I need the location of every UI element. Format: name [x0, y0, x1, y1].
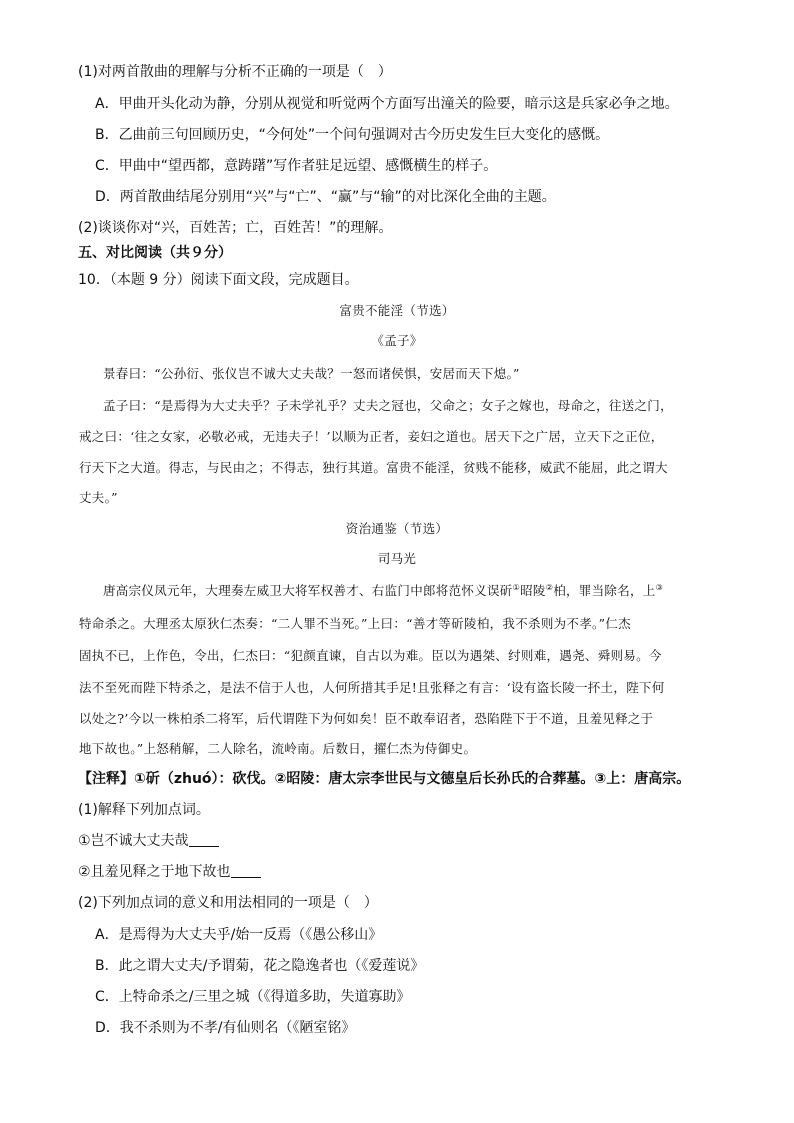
passage1-line: 孟子曰：“是焉得为大丈夫乎？子未学礼乎？丈夫之冠也，父命之；女子之嫁也，母命之，往送之门，: [103, 398, 673, 413]
q10-sub2: (2)下列加点词的意义和用法相同的一项是（ ）: [78, 895, 378, 911]
passage1-line: 行天下之大道。得志，与民由之；不得志，独行其道。富贵不能淫，贫贱不能移，威武不能屈，此之谓大: [79, 460, 668, 475]
q9-option-c: C．甲曲中“望西都，意踌躇”写作者驻足远望、感慨横生的样子。: [95, 158, 498, 174]
q10-option-c: C．上特命杀之/三里之城（《得道多助，失道寡助》: [95, 989, 411, 1005]
passage2-line: 法不至死而陛下特杀之，是法不信于人也，人何所措其手足!且张释之有言：‘设有盗长陵一抔土，陛下何: [79, 680, 665, 695]
q9-sub2: (2)谈谈你对“兴，百姓苦；亡，百姓苦！”的理解。: [78, 220, 393, 236]
passage1-line: 丈夫。”: [79, 490, 118, 505]
q9-option-a: A．甲曲开头化动为静，分别从视觉和听觉两个方面写出潼关的险要，暗示这是兵家必争之地。: [95, 96, 679, 112]
passage2-line: 地下故也。”上怒稍解，二人除名，流岭南。后数日，擢仁杰为侍御史。: [79, 741, 477, 756]
passage2-line: 以处之?’今以一株柏杀二将军，后代谓陛下为何如矣！臣不敢奉诏者，恐陷陛下于不道，且羞见释之于: [79, 711, 654, 726]
q9-option-d: D．两首散曲结尾分别用“兴”与“亡”、“赢”与“输”的对比深化全曲的主题。: [95, 189, 556, 205]
footnote-mark: ②: [545, 582, 554, 592]
passage2-author: 司马光: [377, 551, 417, 566]
passage2-line-text: 唐高宗仪凤元年，大理奏左威卫大将军权善才、右监门中郎将范怀义误斫: [103, 583, 513, 598]
q10-sub1-item: [78, 831, 219, 851]
passage2-line-text: 柏，罪当除名，上: [553, 583, 656, 598]
q9-sub1: (1)对两首散曲的理解与分析不正确的一项是（ ）: [78, 64, 392, 80]
item-text: ①岂不诚大丈夫哉: [78, 833, 189, 849]
passage2-line-text: 昭陵: [520, 583, 546, 598]
footnote-mark: ①: [512, 582, 521, 592]
notes: 【注释】①斫（zhuó）：砍伐。②昭陵：唐太宗李世民与文德皇后长孙氏的合葬墓。③上：唐高宗。: [78, 771, 691, 787]
passage2-title: 资治通鉴（节选）: [345, 521, 449, 536]
q10-sub1-item: [78, 862, 261, 882]
q9-option-b: B．乙曲前三句回顾历史，“今何处”一个问句强调对古今历史发生巨大变化的感慨。: [95, 127, 610, 143]
passage2-line: 特命杀之。大理丞太原狄仁杰奏：“二人罪不当死。”上曰：“善才等斫陵柏，我不杀则为不孝。”仁杰: [79, 616, 631, 631]
passage1-line: 戒之曰：‘往之女家，必敬必戒，无违夫子！’以顺为正者，妾妇之道也。居天下之广居，立天下之正位，: [79, 429, 664, 444]
section-heading: 五、对比阅读（共９分）: [78, 245, 232, 261]
footnote-mark: ③: [655, 582, 664, 592]
q10-intro: 10．（本题 9 分）阅读下面文段，完成题目。: [78, 272, 359, 288]
passage2-line: [103, 581, 663, 601]
passage1-title: 富贵不能淫（节选）: [339, 303, 455, 318]
passage1-source: 《孟子》: [371, 333, 423, 348]
answer-blank[interactable]: [189, 832, 219, 847]
passage1-line: 景春曰：“公孙衍、张仪岂不诚大丈夫哉？一怒而诸侯惧，安居而天下熄。”: [103, 366, 520, 381]
q10-option-d: D．我不杀则为不孝/有仙则名（《陋室铭》: [95, 1020, 356, 1036]
q10-sub1: (1)解释下列加点词。: [78, 802, 210, 818]
q10-option-b: B．此之谓大丈夫/予谓菊，花之隐逸者也（《爱莲说》: [95, 958, 425, 974]
item-text: ②且羞见释之于地下故也: [78, 864, 231, 880]
answer-blank[interactable]: [231, 863, 261, 878]
passage2-line: 固执不已，上作色，令出，仁杰曰：“犯颜直谏，自古以为难。臣以为遇桀、纣则难，遇尧、舜则易。今: [79, 648, 662, 663]
q10-option-a: A．是焉得为大丈夫乎/始一反焉（《愚公移山》: [95, 927, 383, 943]
